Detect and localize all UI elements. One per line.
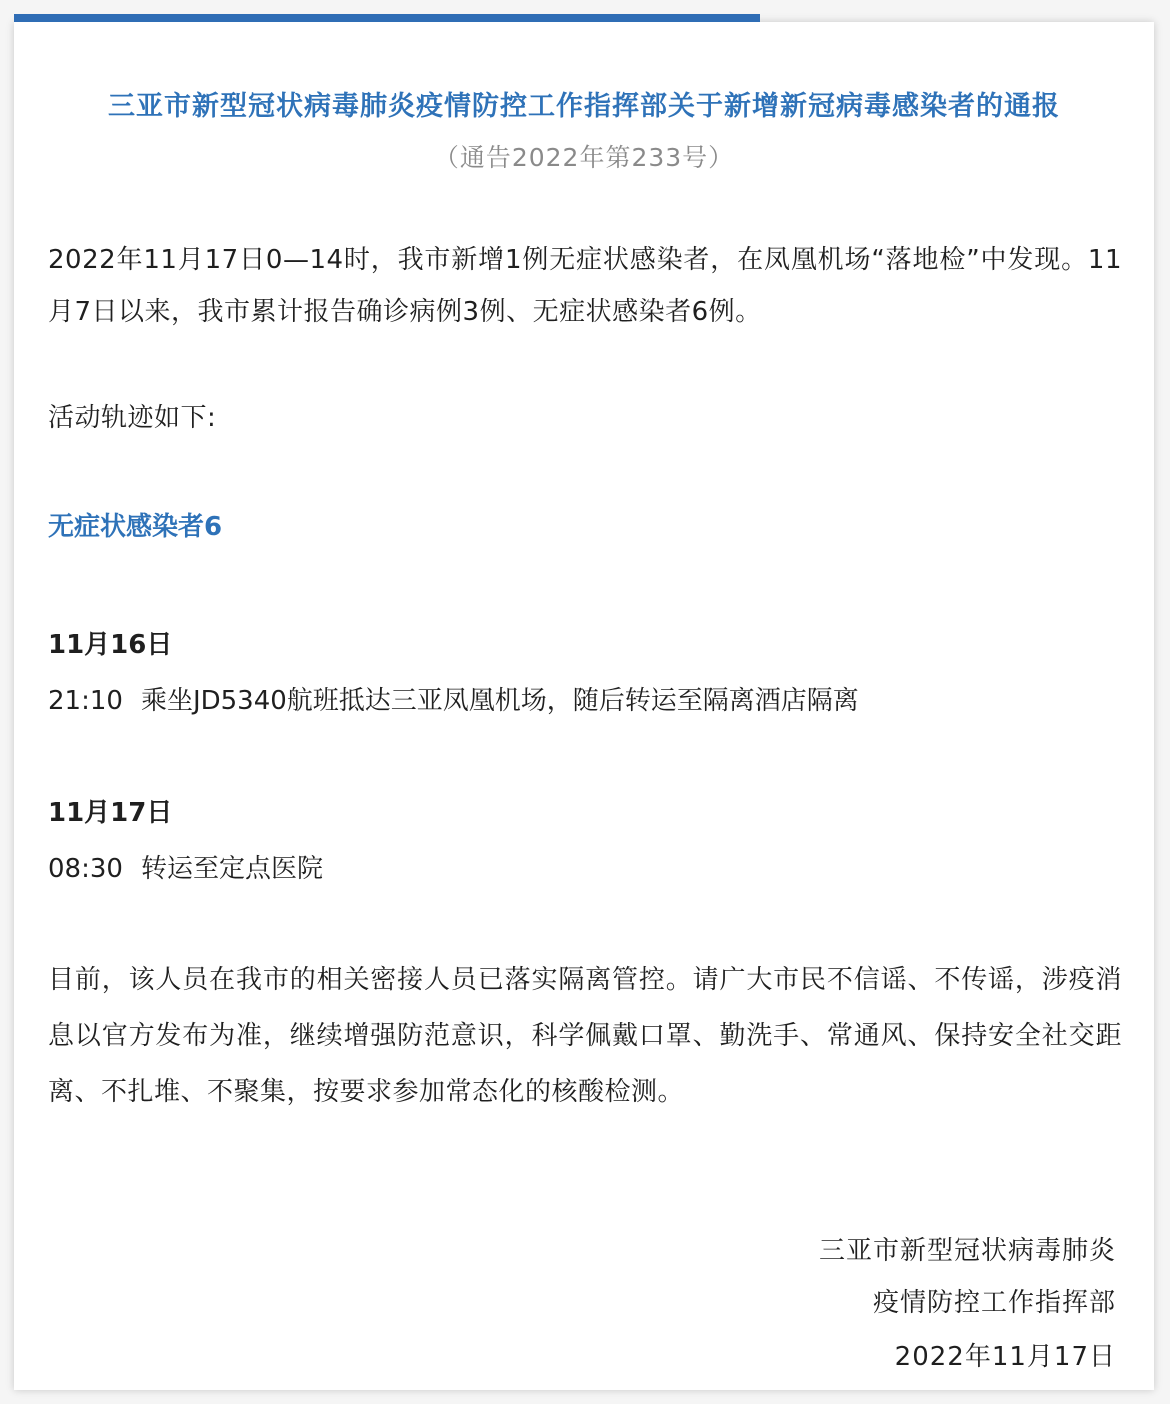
timeline-event: 乘坐JD5340航班抵达三亚凤凰机场，随后转运至隔离酒店隔离: [140, 686, 859, 716]
timeline-time: 21:10: [48, 686, 123, 716]
activity-label: 活动轨迹如下:: [48, 403, 217, 433]
timeline-event: 转运至定点医院: [140, 854, 323, 884]
notice-subtitle: （通告2022年第233号）: [433, 143, 735, 172]
top-accent-bar: [14, 14, 760, 22]
timeline-date: 11月17日: [48, 798, 173, 828]
notice-card: [14, 22, 1154, 1390]
intro-paragraph: 2022年11月17日0—14时，我市新增1例无症状感染者，在凤凰机场“落地检”中发现。11月7日以来，我市累计报告确诊病例3例、无症状感染者6例。: [48, 245, 1122, 327]
notice-title: 三亚市新型冠状病毒肺炎疫情防控工作指挥部关于新增新冠病毒感染者的通报: [108, 91, 1060, 122]
timeline-time: 08:30: [48, 854, 123, 884]
signature-org-line1: 三亚市新型冠状病毒肺炎: [818, 1236, 1116, 1266]
signature-date: 2022年11月17日: [894, 1342, 1116, 1372]
signature-org-line2: 疫情防控工作指挥部: [872, 1288, 1116, 1318]
closing-paragraph: 目前，该人员在我市的相关密接人员已落实隔离管控。请广大市民不信谣、不传谣，涉疫消息以官方发布为准，继续增强防范意识，科学佩戴口罩、勤洗手、常通风、保持安全社交距离、不扎堆、不聚集，按要求参加常态化的核酸检测。: [48, 965, 1122, 1107]
section-title: 无症状感染者6: [48, 512, 223, 542]
timeline-entry: [48, 848, 323, 885]
timeline-date: 11月16日: [48, 630, 173, 660]
timeline-entry: [48, 680, 859, 717]
